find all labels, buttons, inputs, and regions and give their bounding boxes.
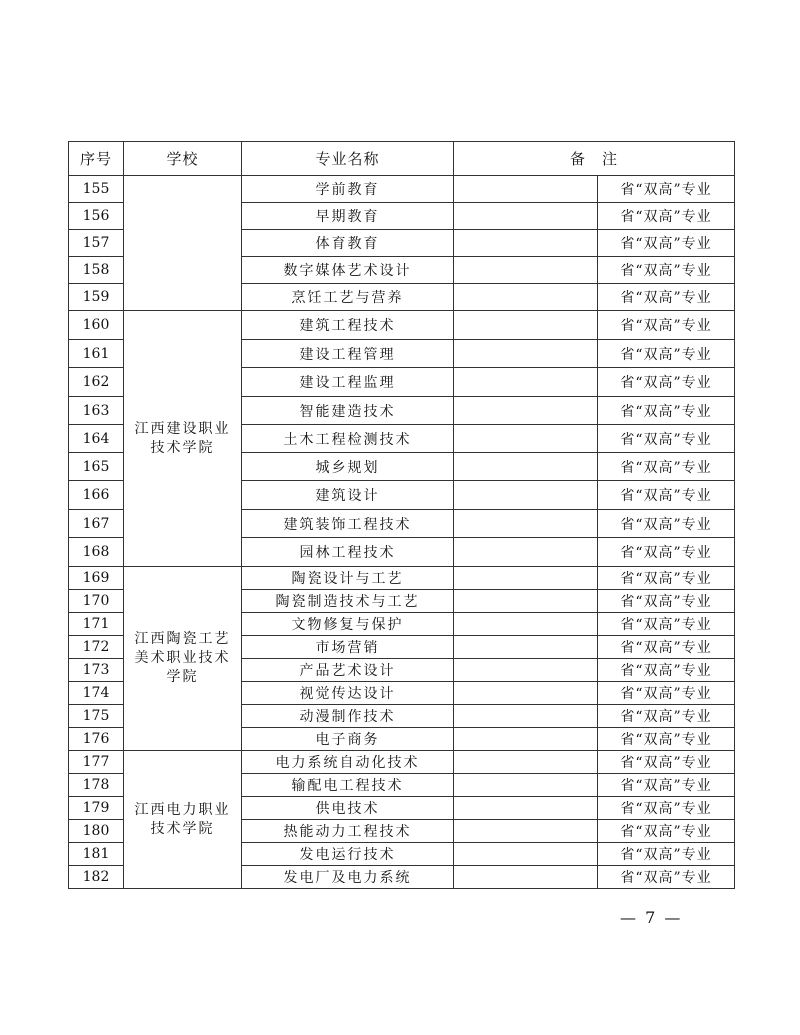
remark-note: 省“双高”专业 — [598, 311, 735, 340]
remark-note: 省“双高”专业 — [598, 590, 735, 613]
remark-note: 省“双高”专业 — [598, 203, 735, 230]
remark-blank-cell — [454, 751, 598, 774]
major-name: 陶瓷制造技术与工艺 — [242, 590, 454, 613]
remark-blank-cell — [454, 230, 598, 257]
major-name: 发电运行技术 — [242, 843, 454, 866]
major-name: 园林工程技术 — [242, 538, 454, 567]
row-index: 157 — [69, 230, 124, 257]
remark-blank-cell — [454, 705, 598, 728]
remark-note: 省“双高”专业 — [598, 453, 735, 481]
remark-blank-cell — [454, 820, 598, 843]
row-index: 180 — [69, 820, 124, 843]
school-name: 江西电力职业技术学院 — [124, 751, 242, 889]
row-index: 172 — [69, 636, 124, 659]
major-name: 产品艺术设计 — [242, 659, 454, 682]
major-name: 发电厂及电力系统 — [242, 866, 454, 889]
remark-note: 省“双高”专业 — [598, 425, 735, 453]
row-index: 179 — [69, 797, 124, 820]
row-index: 156 — [69, 203, 124, 230]
table-row — [69, 751, 735, 774]
major-name: 早期教育 — [242, 203, 454, 230]
header-index: 序号 — [69, 142, 124, 176]
row-index: 181 — [69, 843, 124, 866]
row-index: 173 — [69, 659, 124, 682]
row-index: 169 — [69, 567, 124, 590]
row-index: 163 — [69, 397, 124, 425]
major-name: 陶瓷设计与工艺 — [242, 567, 454, 590]
remark-blank-cell — [454, 567, 598, 590]
remark-blank-cell — [454, 797, 598, 820]
table-row — [69, 311, 735, 340]
major-name: 建筑设计 — [242, 481, 454, 510]
remark-blank-cell — [454, 176, 598, 203]
row-index: 174 — [69, 682, 124, 705]
remark-note: 省“双高”专业 — [598, 340, 735, 368]
row-index: 171 — [69, 613, 124, 636]
row-index: 170 — [69, 590, 124, 613]
school-name: 江西建设职业技术学院 — [124, 311, 242, 567]
remark-note: 省“双高”专业 — [598, 397, 735, 425]
remark-note: 省“双高”专业 — [598, 682, 735, 705]
row-index: 175 — [69, 705, 124, 728]
remark-blank-cell — [454, 866, 598, 889]
remark-blank-cell — [454, 728, 598, 751]
major-name: 烹饪工艺与营养 — [242, 284, 454, 311]
row-index: 166 — [69, 481, 124, 510]
major-name: 电力系统自动化技术 — [242, 751, 454, 774]
header-remark: 备 注 — [454, 142, 735, 176]
major-name: 动漫制作技术 — [242, 705, 454, 728]
major-name: 学前教育 — [242, 176, 454, 203]
row-index: 182 — [69, 866, 124, 889]
remark-blank-cell — [454, 203, 598, 230]
remark-note: 省“双高”专业 — [598, 176, 735, 203]
row-index: 162 — [69, 368, 124, 397]
remark-blank-cell — [454, 659, 598, 682]
major-name: 文物修复与保护 — [242, 613, 454, 636]
remark-note: 省“双高”专业 — [598, 481, 735, 510]
remark-blank-cell — [454, 397, 598, 425]
remark-note: 省“双高”专业 — [598, 257, 735, 284]
major-name: 热能动力工程技术 — [242, 820, 454, 843]
remark-note: 省“双高”专业 — [598, 538, 735, 567]
remark-note: 省“双高”专业 — [598, 705, 735, 728]
remark-note: 省“双高”专业 — [598, 843, 735, 866]
row-index: 178 — [69, 774, 124, 797]
table-row — [69, 567, 735, 590]
remark-note: 省“双高”专业 — [598, 866, 735, 889]
school-name — [124, 176, 242, 311]
remark-blank-cell — [454, 590, 598, 613]
table-header-row — [69, 142, 735, 176]
remark-blank-cell — [454, 284, 598, 311]
majors-table — [68, 141, 735, 889]
header-major: 专业名称 — [242, 142, 454, 176]
remark-note: 省“双高”专业 — [598, 510, 735, 538]
remark-blank-cell — [454, 340, 598, 368]
major-name: 电子商务 — [242, 728, 454, 751]
remark-note: 省“双高”专业 — [598, 728, 735, 751]
remark-note: 省“双高”专业 — [598, 567, 735, 590]
table-body — [69, 176, 735, 889]
major-name: 城乡规划 — [242, 453, 454, 481]
major-name: 建设工程监理 — [242, 368, 454, 397]
major-name: 体育教育 — [242, 230, 454, 257]
major-name: 建筑工程技术 — [242, 311, 454, 340]
row-index: 158 — [69, 257, 124, 284]
row-index: 155 — [69, 176, 124, 203]
remark-note: 省“双高”专业 — [598, 820, 735, 843]
remark-note: 省“双高”专业 — [598, 368, 735, 397]
remark-note: 省“双高”专业 — [598, 774, 735, 797]
remark-blank-cell — [454, 425, 598, 453]
remark-blank-cell — [454, 613, 598, 636]
major-name: 建筑装饰工程技术 — [242, 510, 454, 538]
row-index: 167 — [69, 510, 124, 538]
page-number: — 7 — — [620, 908, 683, 927]
major-name: 建设工程管理 — [242, 340, 454, 368]
remark-note: 省“双高”专业 — [598, 751, 735, 774]
remark-blank-cell — [454, 311, 598, 340]
remark-note: 省“双高”专业 — [598, 797, 735, 820]
remark-blank-cell — [454, 453, 598, 481]
remark-note: 省“双高”专业 — [598, 284, 735, 311]
row-index: 164 — [69, 425, 124, 453]
remark-note: 省“双高”专业 — [598, 230, 735, 257]
row-index: 160 — [69, 311, 124, 340]
remark-blank-cell — [454, 682, 598, 705]
remark-blank-cell — [454, 774, 598, 797]
remark-blank-cell — [454, 257, 598, 284]
remark-blank-cell — [454, 636, 598, 659]
remark-blank-cell — [454, 843, 598, 866]
remark-blank-cell — [454, 538, 598, 567]
major-name: 视觉传达设计 — [242, 682, 454, 705]
major-name: 智能建造技术 — [242, 397, 454, 425]
table-row — [69, 176, 735, 203]
row-index: 165 — [69, 453, 124, 481]
remark-blank-cell — [454, 510, 598, 538]
header-school: 学校 — [124, 142, 242, 176]
row-index: 168 — [69, 538, 124, 567]
major-name: 输配电工程技术 — [242, 774, 454, 797]
major-name: 土木工程检测技术 — [242, 425, 454, 453]
row-index: 159 — [69, 284, 124, 311]
school-name: 江西陶瓷工艺美术职业技术学院 — [124, 567, 242, 751]
row-index: 176 — [69, 728, 124, 751]
row-index: 177 — [69, 751, 124, 774]
major-name: 市场营销 — [242, 636, 454, 659]
major-name: 供电技术 — [242, 797, 454, 820]
remark-note: 省“双高”专业 — [598, 659, 735, 682]
remark-blank-cell — [454, 368, 598, 397]
major-name: 数字媒体艺术设计 — [242, 257, 454, 284]
remark-blank-cell — [454, 481, 598, 510]
remark-note: 省“双高”专业 — [598, 636, 735, 659]
row-index: 161 — [69, 340, 124, 368]
remark-note: 省“双高”专业 — [598, 613, 735, 636]
